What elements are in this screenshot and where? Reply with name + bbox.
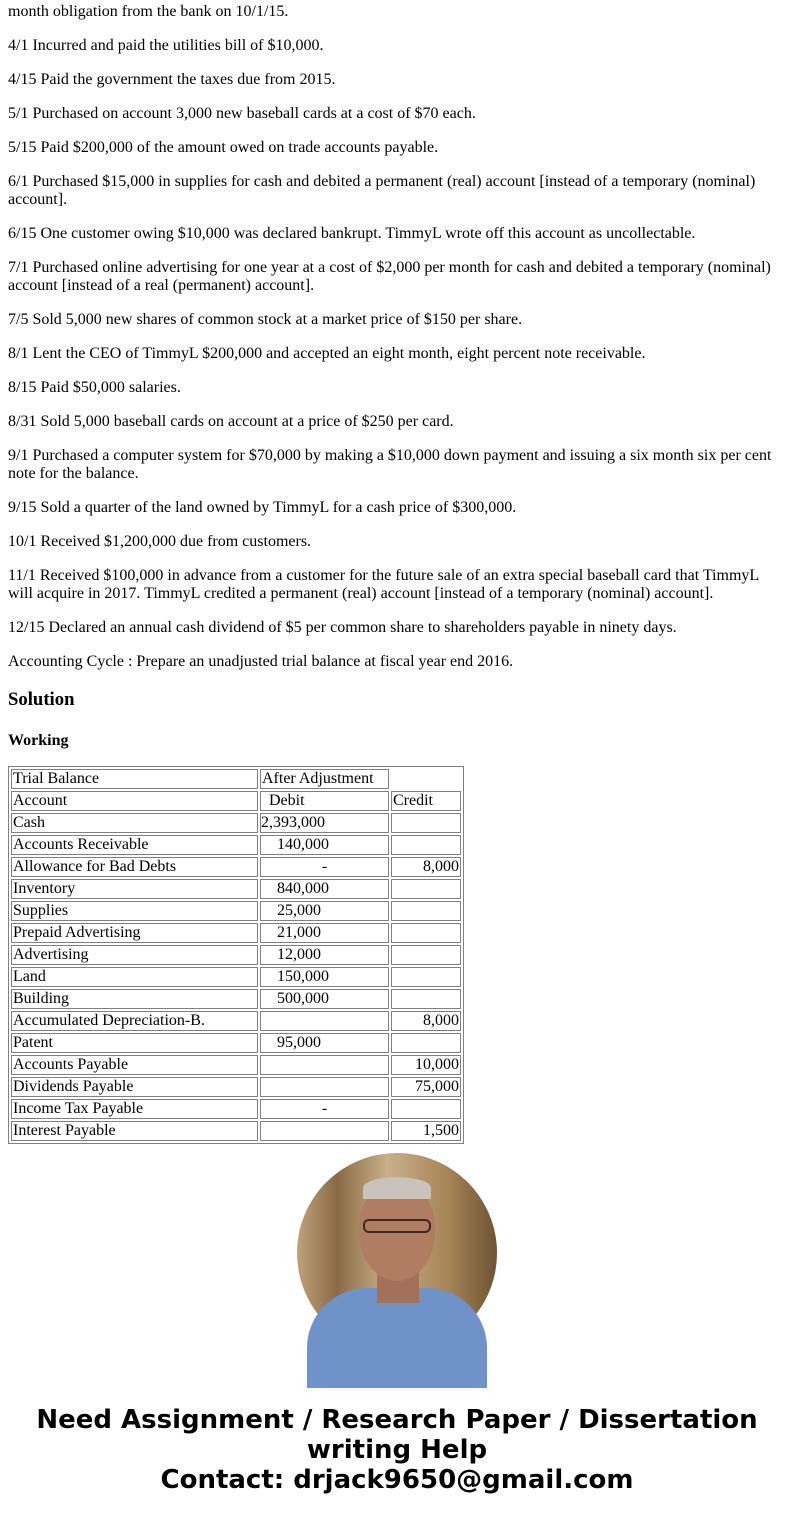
table-row (11, 967, 461, 987)
debit-cell: 95,000 (260, 1033, 389, 1053)
table-row (11, 835, 461, 855)
table-row (11, 989, 461, 1009)
debit-cell: - (260, 857, 389, 877)
account-cell: Accumulated Depreciation-B. (11, 1011, 258, 1031)
account-cell: Advertising (11, 945, 258, 965)
account-cell: Interest Payable (11, 1121, 258, 1141)
credit-cell: 75,000 (391, 1077, 461, 1097)
transaction-paragraph: 7/5 Sold 5,000 new shares of common stock at a market price of $150 per share. (8, 311, 523, 328)
account-cell: Dividends Payable (11, 1077, 258, 1097)
transaction-paragraph: 5/15 Paid $200,000 of the amount owed on trade accounts payable. (8, 139, 439, 156)
table-row (11, 857, 461, 877)
transaction-paragraph: 7/1 Purchased online advertising for one year at a cost of $2,000 per month for cash and debited a temporary (nominal) account [instead of a real (permanent) account]. (8, 259, 771, 294)
transaction-paragraph: 4/15 Paid the government the taxes due from 2015. (8, 71, 336, 88)
account-cell: Accounts Payable (11, 1055, 258, 1075)
table-row (11, 945, 461, 965)
debit-cell: 2,393,000 (260, 813, 389, 833)
credit-cell (391, 945, 461, 965)
transaction-paragraph: 8/15 Paid $50,000 salaries. (8, 379, 181, 396)
table-title-row (11, 769, 461, 789)
account-cell: Income Tax Payable (11, 1099, 258, 1119)
author-photo (297, 1153, 497, 1353)
debit-cell: 150,000 (260, 967, 389, 987)
account-cell: Allowance for Bad Debts (11, 857, 258, 877)
credit-cell: 8,000 (391, 857, 461, 877)
account-cell: Land (11, 967, 258, 987)
transaction-paragraph: 5/1 Purchased on account 3,000 new baseball cards at a cost of $70 each. (8, 105, 476, 122)
transaction-paragraph: 6/1 Purchased $15,000 in supplies for cash and debited a permanent (real) account [instead of a temporary (nominal) account]. (8, 173, 756, 208)
header-debit: Debit (260, 791, 389, 811)
debit-cell: - (260, 1099, 389, 1119)
transaction-paragraph: 8/1 Lent the CEO of TimmyL $200,000 and accepted an eight month, eight percent note receivable. (8, 345, 646, 362)
transaction-paragraph: 11/1 Received $100,000 in advance from a customer for the future sale of an extra special baseball card that TimmyL will acquire in 2017. TimmyL credited a permanent (real) account [instead of a temporary (nominal) account]. (8, 567, 759, 602)
credit-cell: 10,000 (391, 1055, 461, 1075)
debit-cell: 25,000 (260, 901, 389, 921)
working-heading: Working (8, 732, 69, 749)
table-row (11, 901, 461, 921)
account-cell: Accounts Receivable (11, 835, 258, 855)
transaction-paragraph: Accounting Cycle : Prepare an unadjusted trial balance at fiscal year end 2016. (8, 653, 514, 670)
trial-balance-table (8, 766, 464, 1144)
transaction-paragraph: 6/15 One customer owing $10,000 was declared bankrupt. TimmyL wrote off this account as uncollectable. (8, 225, 696, 242)
document-content (8, 0, 786, 1144)
transaction-paragraph: 12/15 Declared an annual cash dividend of $5 per common share to shareholders payable in ninety days. (8, 619, 677, 636)
account-cell: Inventory (11, 879, 258, 899)
account-cell: Supplies (11, 901, 258, 921)
credit-cell (391, 901, 461, 921)
credit-cell (391, 879, 461, 899)
header-account: Account (11, 791, 258, 811)
transaction-paragraph: 10/1 Received $1,200,000 due from customers. (8, 533, 312, 550)
credit-cell: 8,000 (391, 1011, 461, 1031)
account-cell: Patent (11, 1033, 258, 1053)
promo-banner (0, 1405, 794, 1495)
table-row (11, 1121, 461, 1141)
transaction-paragraph: month obligation from the bank on 10/1/15. (8, 3, 289, 20)
account-cell: Building (11, 989, 258, 1009)
debit-cell: 21,000 (260, 923, 389, 943)
debit-cell (260, 1077, 389, 1097)
table-row (11, 1011, 461, 1031)
credit-cell: 1,500 (391, 1121, 461, 1141)
table-row (11, 1077, 461, 1097)
debit-cell: 12,000 (260, 945, 389, 965)
table-row (11, 1099, 461, 1119)
debit-cell: 500,000 (260, 989, 389, 1009)
debit-cell (260, 1011, 389, 1031)
table-row (11, 1055, 461, 1075)
solution-heading: Solution (8, 689, 75, 710)
debit-cell: 840,000 (260, 879, 389, 899)
table-row (11, 923, 461, 943)
account-cell: Cash (11, 813, 258, 833)
debit-cell (260, 1055, 389, 1075)
table-header-row (11, 791, 461, 811)
promo-line-1: Need Assignment / Research Paper / Dissertation writing Help (36, 1405, 758, 1465)
transaction-paragraph: 8/31 Sold 5,000 baseball cards on account at a price of $250 per card. (8, 413, 454, 430)
table-row (11, 1033, 461, 1053)
credit-cell (391, 923, 461, 943)
table-subtitle: After Adjustment (260, 769, 389, 789)
credit-cell (391, 813, 461, 833)
table-row (11, 879, 461, 899)
transaction-paragraph: 4/1 Incurred and paid the utilities bill of $10,000. (8, 37, 324, 54)
credit-cell (391, 989, 461, 1009)
credit-cell (391, 967, 461, 987)
header-credit: Credit (391, 791, 461, 811)
credit-cell (391, 1099, 461, 1119)
table-title: Trial Balance (11, 769, 258, 789)
empty-cell (391, 769, 461, 789)
table-row (11, 813, 461, 833)
credit-cell (391, 1033, 461, 1053)
transaction-paragraph: 9/1 Purchased a computer system for $70,000 by making a $10,000 down payment and issuing a six month six per cent note for the balance. (8, 447, 772, 482)
debit-cell: 140,000 (260, 835, 389, 855)
promo-contact: Contact: drjack9650@gmail.com (160, 1465, 634, 1495)
transaction-list (8, 3, 786, 671)
debit-cell (260, 1121, 389, 1141)
transaction-paragraph: 9/15 Sold a quarter of the land owned by TimmyL for a cash price of $300,000. (8, 499, 517, 516)
credit-cell (391, 835, 461, 855)
account-cell: Prepaid Advertising (11, 923, 258, 943)
